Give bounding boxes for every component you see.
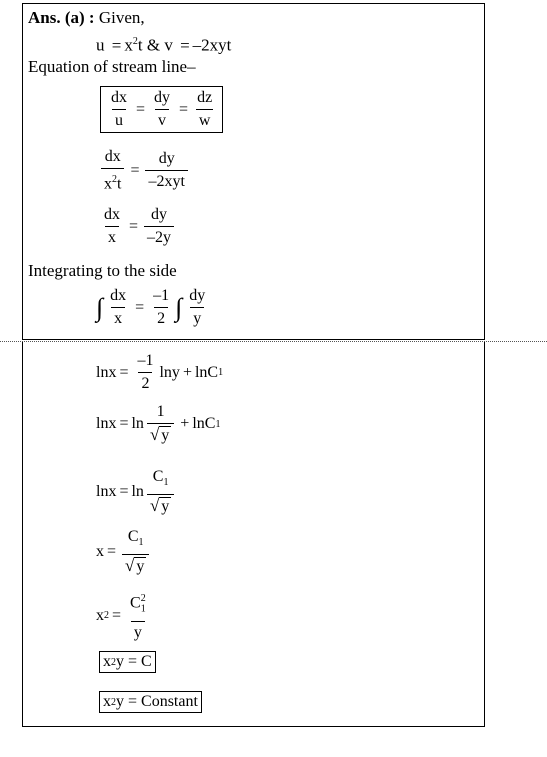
result-equation-c: x 2 y = C — [99, 651, 156, 673]
result-equation-constant: x 2 y = Constant — [99, 691, 202, 713]
integrating-label: Integrating to the side — [28, 261, 177, 280]
solution-frame-bottom — [22, 342, 485, 727]
u-expr-exponent: 2 — [132, 36, 138, 47]
fraction-dy-y: $\frac{dy}{y}$ — [189, 287, 206, 327]
fraction-dx-x2t: $\frac{dx}{x^2t}$ — [101, 148, 124, 193]
fraction-1-sqrt-y: 1 √ y — [147, 403, 174, 445]
integral-sign: ∫ — [175, 292, 183, 322]
u-symbol: u — [96, 35, 105, 55]
stream-line-equation: $\frac{dx}{u}$ = $\frac{dy}{v}$ = $\frac{dz}{w}$ — [100, 86, 223, 133]
equation-simplified: $\frac{dx}{x}$ = $\frac{dy}{-2y}$ — [98, 206, 177, 247]
ampersand: & — [146, 35, 161, 55]
integral-sign: ∫ — [96, 292, 104, 322]
coefficient-fraction: $\frac{-1}{2}$ — [137, 352, 154, 392]
fraction-c1sq-y: $\frac{C_1^2}{y}$ — [130, 593, 146, 641]
fraction-dz-w: $\frac{dz}{w}$ — [197, 89, 213, 129]
fraction-dx-u: $\frac{dx}{u}$ — [111, 89, 127, 129]
fraction-dy-2y: $\frac{dy}{-2y}$ — [144, 206, 174, 247]
u-expr-tail: t — [137, 35, 143, 55]
fraction-dy-2xyt: $\frac{dy}{\text{–2xyt}}$ — [145, 150, 187, 191]
equation-substituted: $\frac{dx}{x^2t}$ = $\frac{dy}{\text{–2xyt}}$ — [98, 148, 191, 193]
fraction-dx-x: $\frac{dx}{x}$ — [104, 206, 120, 246]
stream-line-label: Equation of stream line– — [28, 57, 196, 76]
u-expr-base: x — [124, 35, 133, 55]
equation-x-form: x = $C_1$ √ y — [96, 528, 152, 576]
answer-heading — [28, 8, 145, 28]
fraction-c1-sqrt-y: $C_1$ √ y — [122, 528, 149, 576]
v-symbol: v — [164, 35, 173, 55]
coefficient-fraction: $\frac{-1}{2}$ — [153, 287, 170, 327]
fraction-dx-x: $\frac{dx}{x}$ — [110, 287, 127, 327]
equation-squared: x 2 = $\frac{C_1^2}{y}$ — [96, 590, 152, 642]
equation-log-combined: lnx = ln $C_1$ √ y — [96, 468, 177, 516]
equation-log-sqrt: lnx = ln 1 √ y + lnC 1 — [96, 403, 221, 444]
v-expr: –2xyt — [192, 35, 232, 55]
fraction-c1-sqrt-y: $C_1$ √ y — [147, 468, 174, 516]
solution-frame-top — [22, 3, 485, 340]
equation-integral: ∫ $\frac{dx}{x}$ = $\frac{-1}{2}$ ∫ $\frac{dy}{y}$ — [96, 287, 211, 328]
given-equations: $u = x^2t$ & v = –2xyt — [96, 35, 232, 55]
answer-label: Ans. (a) : — [28, 8, 95, 27]
fraction-dy-v: $\frac{dy}{v}$ — [154, 89, 171, 129]
equation-log-form: lnx = $\frac{-1}{2}$ lny + lnC 1 — [96, 352, 224, 392]
answer-intro: Given, — [98, 8, 145, 27]
